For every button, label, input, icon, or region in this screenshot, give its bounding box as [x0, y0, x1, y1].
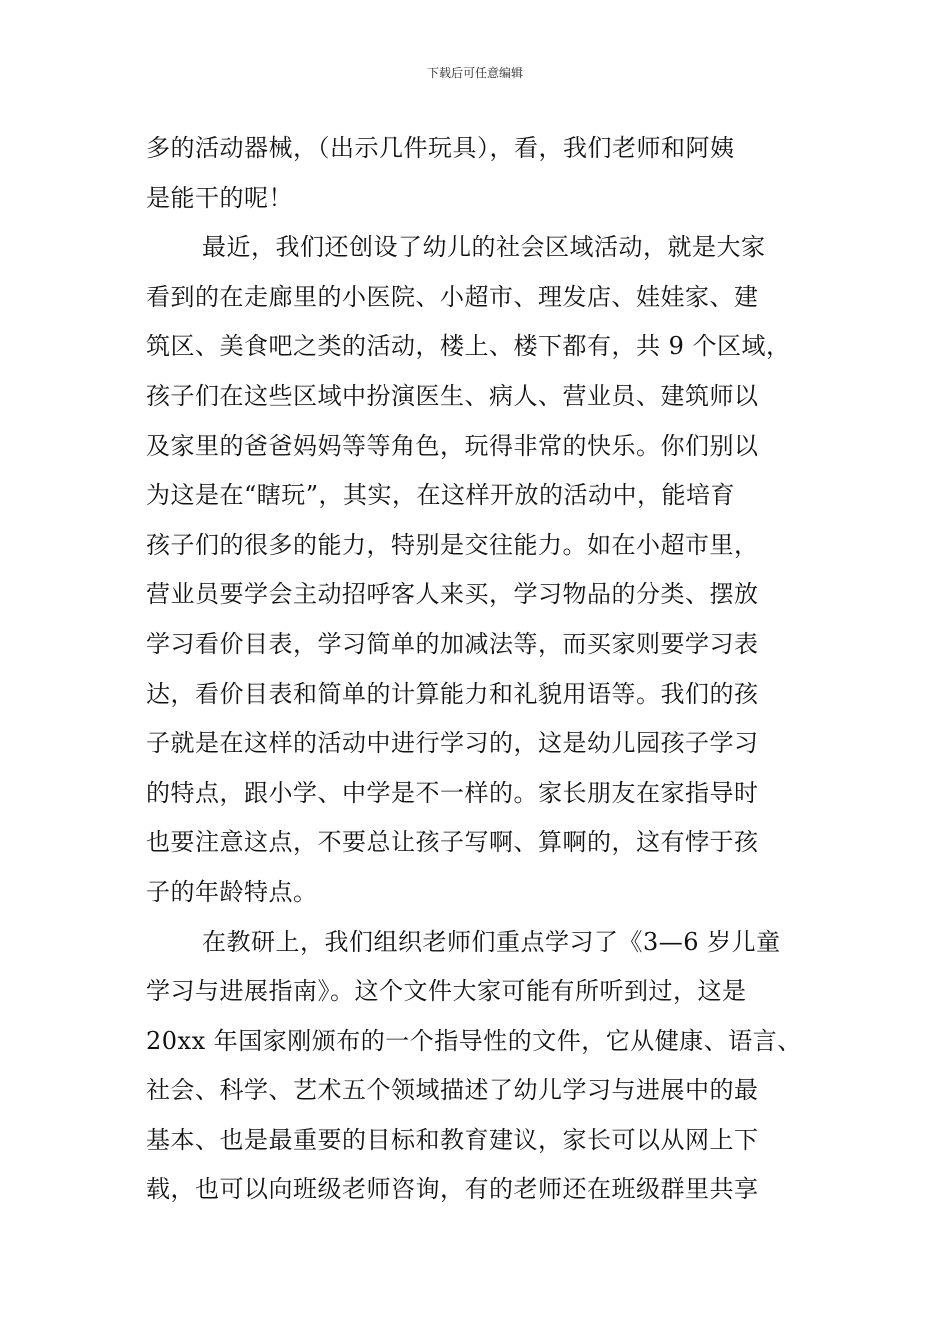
text-line: 筑区、美食吧之类的活动，楼上、楼下都有，共 9 个区域， — [146, 332, 791, 361]
text-line: 基本、也是最重要的目标和教育建议，家长可以从网上下 — [146, 1125, 759, 1154]
text-line: 达，看价目表和简单的计算能力和礼貌用语等。我们的孩 — [146, 679, 759, 708]
text-line: 孩子们的很多的能力，特别是交往能力。如在小超市里， — [146, 530, 759, 559]
text-line: 看到的在走廊里的小医院、小超市、理发店、娃娃家、建 — [146, 282, 759, 311]
text-line: 也要注意这点，不要总让孩子写啊、算啊的，这有悖于孩 — [146, 828, 759, 857]
text-line: 子的年龄特点。 — [146, 877, 318, 906]
text-line: 的特点，跟小学、中学是不一样的。家长朋友在家指导时 — [146, 778, 759, 807]
text-line: 学习与进展指南》。这个文件大家可能有所听到过，这是 — [146, 977, 747, 1006]
text-line: 是能干的呢！ — [146, 183, 293, 212]
text-line: 载，也可以向班级老师咨询，有的老师还在班级群里共享 — [146, 1175, 759, 1204]
text-line: 孩子们在这些区域中扮演医生、病人、营业员、建筑师以 — [146, 381, 759, 410]
text-line: 多的活动器械，（出示几件玩具），看，我们老师和阿姨 — [146, 134, 735, 162]
paragraph-start-line: 在教研上，我们组织老师们重点学习了《3—6 岁儿童 — [202, 927, 781, 956]
paragraph-start-line: 最近，我们还创设了幼儿的社会区域活动，就是大家 — [202, 233, 766, 262]
text-line: 及家里的爸爸妈妈等等角色，玩得非常的快乐。你们别以 — [146, 431, 759, 460]
text-line: 学习看价目表，学习简单的加减法等，而买家则要学习表 — [146, 629, 759, 658]
text-line: 20xx 年国家刚颁布的一个指导性的文件，它从健康、语言、 — [146, 1026, 802, 1055]
text-line: 社会、科学、艺术五个领域描述了幼儿学习与进展中的最 — [146, 1076, 759, 1105]
text-line: 子就是在这样的活动中进行学习的，这是幼儿园孩子学习 — [146, 729, 759, 758]
page-header: 下载后可任意编辑 — [426, 66, 523, 80]
document-body — [146, 124, 836, 1215]
text-line: 营业员要学会主动招呼客人来买，学习物品的分类、摆放 — [146, 580, 759, 609]
text-line: 为这是在“瞎玩”，其实，在这样开放的活动中，能培育 — [146, 481, 736, 510]
